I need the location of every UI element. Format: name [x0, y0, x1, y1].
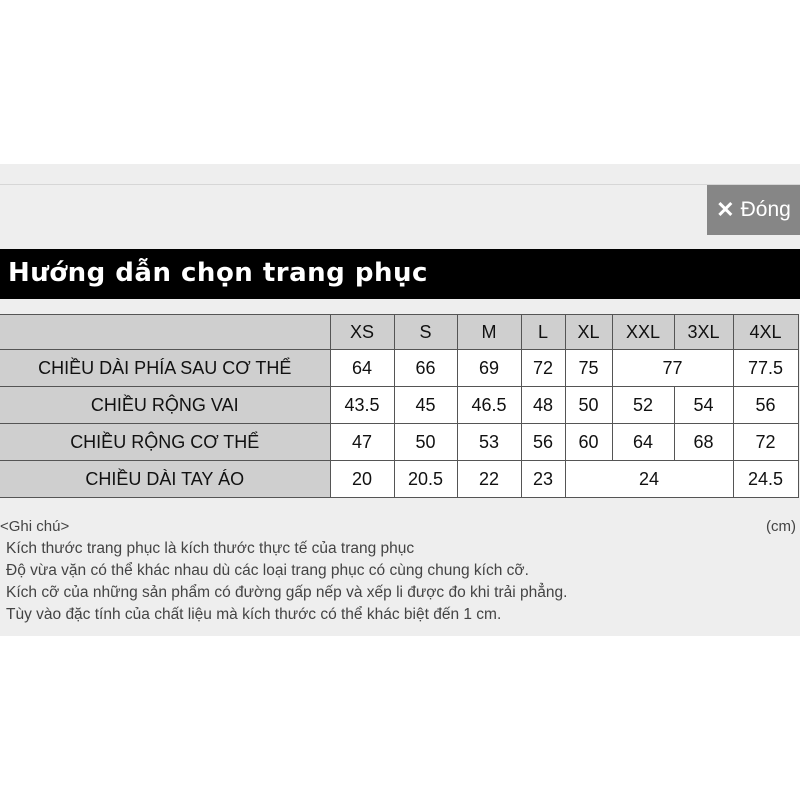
page-title: Hướng dẫn chọn trang phục — [8, 258, 428, 288]
close-button[interactable] — [707, 185, 800, 235]
measurement-cell: 20 — [330, 461, 394, 498]
table-row — [0, 387, 798, 424]
size-header-4xl: 4XL — [733, 315, 798, 350]
measurement-cell: 53 — [457, 424, 521, 461]
row-label: CHIỀU RỘNG VAI — [0, 387, 330, 424]
close-icon: ✕ — [716, 197, 735, 222]
table-row — [0, 461, 798, 498]
measurement-cell: 56 — [733, 387, 798, 424]
measurement-cell: 24.5 — [733, 461, 798, 498]
measurement-cell: 52 — [612, 387, 674, 424]
row-label: CHIỀU DÀI PHÍA SAU CƠ THỂ — [0, 350, 330, 387]
measurement-cell: 69 — [457, 350, 521, 387]
measurement-cell: 20.5 — [394, 461, 457, 498]
measurement-cell: 72 — [733, 424, 798, 461]
measurement-cell: 50 — [565, 387, 612, 424]
measurement-cell: 46.5 — [457, 387, 521, 424]
size-header-xxl: XXL — [612, 315, 674, 350]
measurement-cell: 43.5 — [330, 387, 394, 424]
measurement-cell: 45 — [394, 387, 457, 424]
size-header-row — [0, 315, 798, 350]
measurement-cell: 64 — [612, 424, 674, 461]
row-label: CHIỀU DÀI TAY ÁO — [0, 461, 330, 498]
header-corner-cell — [0, 315, 330, 350]
measurement-cell: 75 — [565, 350, 612, 387]
size-header-xs: XS — [330, 315, 394, 350]
size-header-xl: XL — [565, 315, 612, 350]
size-header-m: M — [457, 315, 521, 350]
measurement-cell: 54 — [674, 387, 733, 424]
size-guide-panel — [0, 164, 800, 636]
measurement-cell: 47 — [330, 424, 394, 461]
notes-title: <Ghi chú> — [0, 518, 70, 535]
measurement-cell: 77.5 — [733, 350, 798, 387]
measurement-cell: 56 — [521, 424, 565, 461]
row-label: CHIỀU RỘNG CƠ THỂ — [0, 424, 330, 461]
size-header-s: S — [394, 315, 457, 350]
title-bar — [0, 249, 800, 299]
unit-label: (cm) — [766, 518, 796, 535]
note-line: Độ vừa vặn có thể khác nhau dù các loại trang phục có cùng chung kích cỡ. — [6, 562, 529, 579]
measurement-cell: 64 — [330, 350, 394, 387]
measurement-cell: 60 — [565, 424, 612, 461]
measurement-cell: 68 — [674, 424, 733, 461]
measurement-cell: 24 — [565, 461, 733, 498]
size-table — [0, 314, 799, 498]
measurement-cell: 48 — [521, 387, 565, 424]
note-line: Tùy vào đặc tính của chất liệu mà kích thước có thể khác biệt đến 1 cm. — [6, 606, 502, 623]
measurement-cell: 22 — [457, 461, 521, 498]
measurement-cell: 72 — [521, 350, 565, 387]
measurement-cell: 77 — [612, 350, 733, 387]
size-header-l: L — [521, 315, 565, 350]
size-header-3xl: 3XL — [674, 315, 733, 350]
measurement-cell: 23 — [521, 461, 565, 498]
note-line: Kích thước trang phục là kích thước thực tế của trang phục — [6, 540, 415, 557]
divider — [0, 184, 800, 185]
table-row — [0, 424, 798, 461]
close-button-label: Đóng — [740, 198, 791, 221]
note-line: Kích cỡ của những sản phẩm có đường gấp nếp và xếp li được đo khi trải phẳng. — [6, 584, 568, 601]
measurement-cell: 66 — [394, 350, 457, 387]
table-row — [0, 350, 798, 387]
measurement-cell: 50 — [394, 424, 457, 461]
